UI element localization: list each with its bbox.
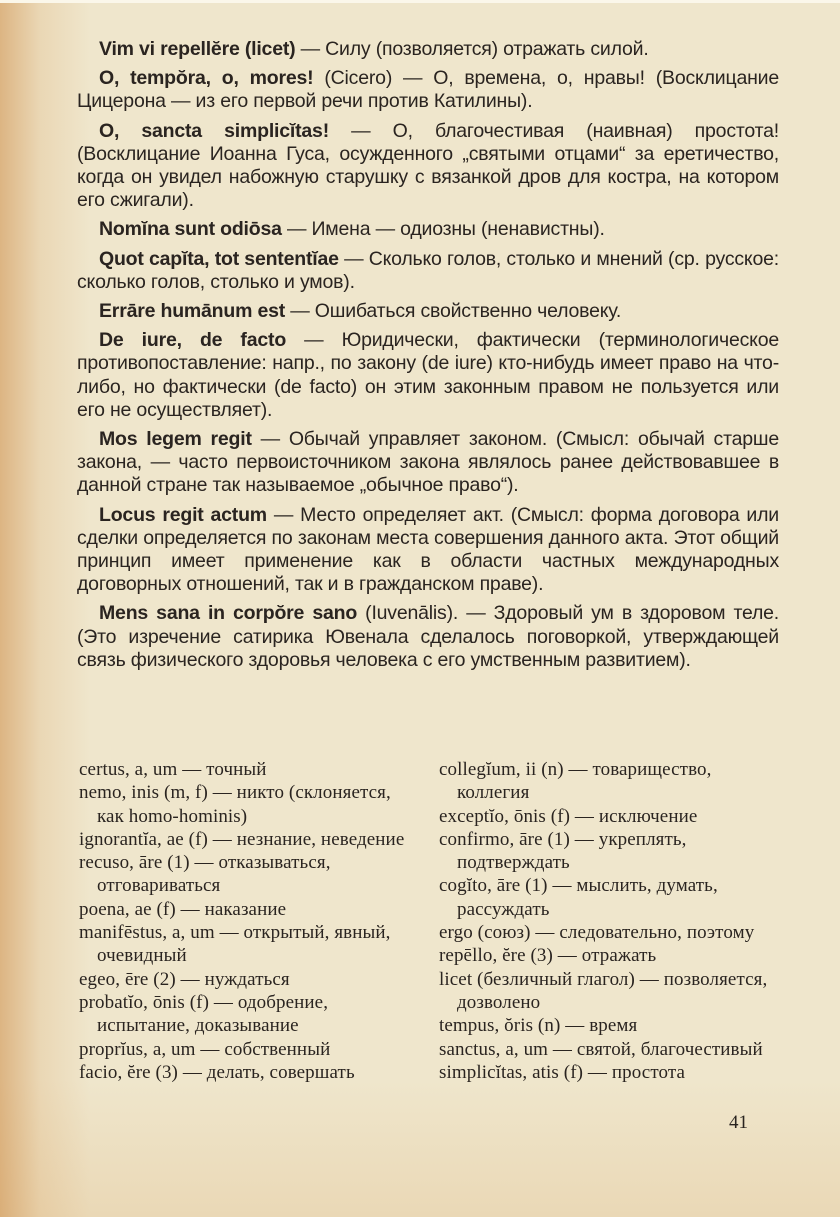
vocabulary-column-left <box>79 758 414 1084</box>
latin-phrase: O, tempŏra, o, mores! <box>99 67 314 90</box>
phrase-entry <box>77 602 779 672</box>
vocab-entry: collegĭum, ii (n) — товарищество, коллегия <box>439 759 712 804</box>
phrase-entry <box>77 504 779 597</box>
latin-phrase: O, sancta simplicĭtas! <box>99 119 329 142</box>
vocab-entry: proprĭus, a, um — собственный <box>79 1038 331 1060</box>
vocab-entry: certus, a, um — точный <box>79 759 267 780</box>
vocab-entry: licet (безличный глагол) — позволяется, дозволено <box>439 968 768 1013</box>
latin-phrase: Vim vi repellĕre (licet) <box>99 38 296 60</box>
phrase-entry <box>77 428 779 498</box>
latin-phrase: Mos legem regit <box>99 428 252 451</box>
page-top-edge <box>0 0 840 3</box>
phrase-entry <box>77 248 779 294</box>
vocab-entry: sanctus, a, um — святой, благочестивый <box>439 1038 763 1060</box>
phrase-translation: (Cicero) — О, времена, о, нравы! (Восклицание Цицерона — из его первой речи против Катилины). <box>77 67 779 113</box>
phrase-translation: (Iuvenālis). — Здоровый ум в здоровом теле. (Это изречение сатирика Ювенала сделалось поговоркой, утверждающей связь физического здоровья человека с его умственным развитием). <box>77 602 779 671</box>
vocab-entry: repēllo, ĕre (3) — отражать <box>439 945 657 967</box>
phrase-translation: — Сколько голов, столько и мнений (ср. русское: сколько голов, столько и умов). <box>77 247 779 293</box>
vocab-entry: simplicĭtas, atis (f) — простота <box>439 1061 685 1083</box>
vocabulary-column-right <box>439 758 779 1084</box>
phrase-translation: — Юридически, фактически (терминологическое противопоставление: напр., по закону (de iure) кто-нибудь имеет право на что-либо, но фактически (de facto) он этим законным правом не пользуется или его не осуществляет). <box>77 329 779 421</box>
phrase-translation: — Обычай управляет законом. (Смысл: обычай старше закона, — часто первоисточником закона являлось ранее действовавшее в данной стране так называемое „обычное право“). <box>77 428 779 497</box>
vocab-entry: nemo, inis (m, f) — никто (склоняется, как homo-hominis) <box>79 782 391 827</box>
latin-phrase: Mens sana in corpŏre sano <box>99 602 358 625</box>
vocabulary-section <box>79 758 779 1084</box>
latin-phrase: Nomĭna sunt odiōsa <box>99 218 282 241</box>
vocab-entry: ignorantĭa, ae (f) — незнание, неведение <box>79 828 405 850</box>
phrase-entry <box>77 67 779 113</box>
phrase-entry <box>77 300 779 323</box>
vocab-entry: tempus, ŏris (n) — время <box>439 1015 638 1037</box>
vocab-entry: exceptĭo, ōnis (f) — исключение <box>439 805 698 827</box>
vocab-entry: facio, ĕre (3) — делать, совершать <box>79 1061 355 1083</box>
phrase-entry <box>77 329 779 422</box>
vocab-entry: cogĭto, āre (1) — мыслить, думать, рассуждать <box>439 875 718 920</box>
vocab-entry: poena, ae (f) — наказание <box>79 898 287 920</box>
vocab-entry: recuso, āre (1) — отказываться, отговариваться <box>79 852 331 897</box>
phrase-entry <box>77 120 779 213</box>
phrase-entry <box>77 218 779 241</box>
phrase-translation: — Имена — одиозны (ненавистны). <box>281 218 605 241</box>
phrase-translation: — Место определяет акт. (Смысл: форма договора или сделки определяется по законам места совершения данного акта. Этот общий принцип имеет применение как в области частных международных договорных отношений, так и в гражданском праве). <box>77 503 779 596</box>
latin-phrase: Errāre humānum est <box>99 300 286 323</box>
phrase-list <box>77 38 779 678</box>
vocab-entry: ergo (союз) — следовательно, поэтому <box>439 922 755 944</box>
page-number: 41 <box>729 1112 748 1133</box>
vocab-entry: probatĭo, ōnis (f) — одобрение, испытание, доказывание <box>79 991 329 1037</box>
phrase-translation: — О, благочестивая (наивная) простота! (Восклицание Иоанна Гуса, осужденного „святыми отцами“ за еретичество, когда он увидел набожную старушку с вязанкой дров для костра, на котором его сжигали). <box>77 119 779 212</box>
vocab-entry: egeo, ēre (2) — нуждаться <box>79 968 290 990</box>
phrase-translation: — Ошибаться свойственно человеку. <box>285 300 622 323</box>
latin-phrase: Quot capĭta, tot sententĭae <box>99 247 339 270</box>
latin-phrase: De iure, de facto <box>99 329 287 352</box>
latin-phrase: Locus regit actum <box>99 503 267 526</box>
phrase-translation: — Силу (позволяется) отражать силой. <box>295 38 649 60</box>
phrase-entry <box>77 38 779 61</box>
vocab-entry: manifēstus, a, um — открытый, явный, очевидный <box>79 922 391 967</box>
vocab-entry: confirmo, āre (1) — укреплять, подтверждать <box>439 828 687 874</box>
